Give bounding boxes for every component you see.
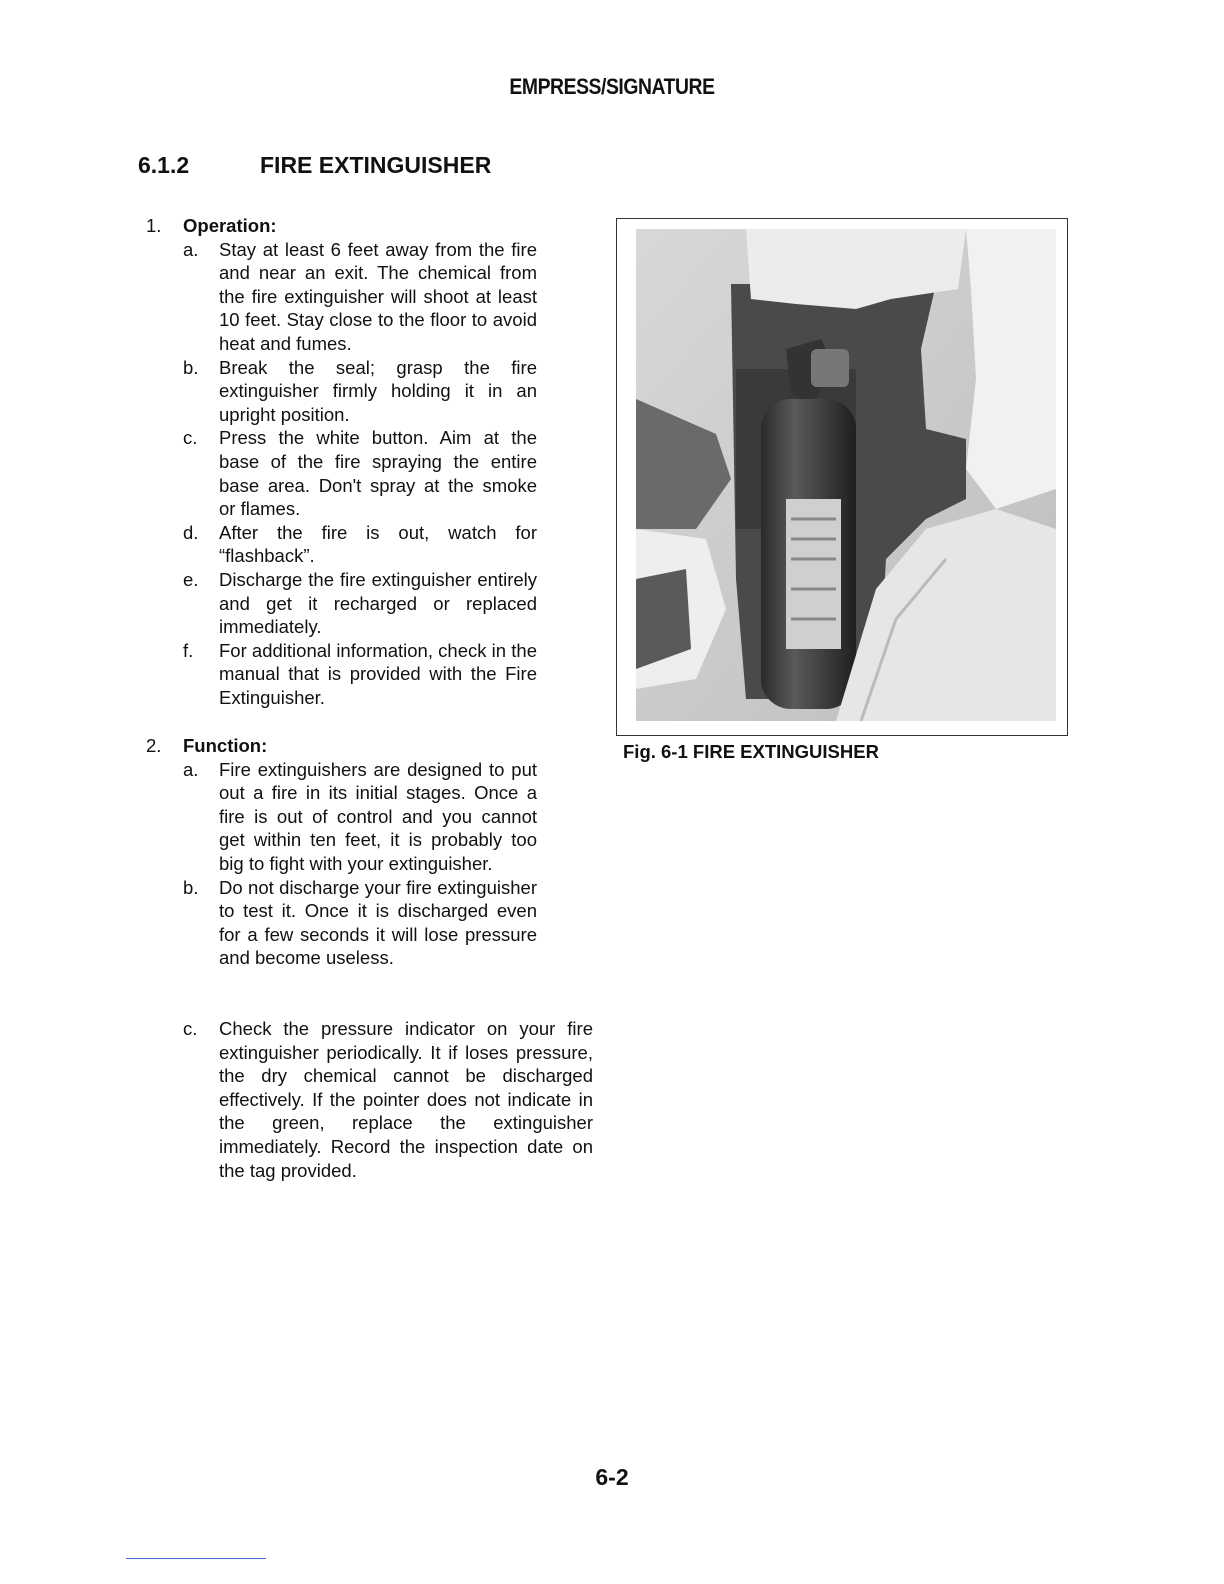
function-heading: 2. Function: <box>146 735 268 756</box>
list-item: a. Fire extinguishers are designed to put out a fire in its initial stages. Once a fire is out of control and you cannot get within ten feet, it is probably too big to fight with your extinguisher. <box>183 758 537 874</box>
list-item: a. Stay at least 6 feet away from the fire and near an exit. The chemical from the fire extinguisher will shoot at least 10 feet. Stay close to the floor to avoid heat and fumes. <box>183 238 537 354</box>
section-title <box>138 152 491 179</box>
list-item: b. Break the seal; grasp the fire extinguisher firmly holding it in an upright position. <box>183 356 537 425</box>
list-item: f. For additional information, check in the manual that is provided with the Fire Extinguisher. <box>183 639 537 708</box>
operation-list <box>146 214 546 709</box>
operation-heading: 1. Operation: <box>146 215 277 236</box>
function-list-continued <box>146 1017 606 1182</box>
section-heading: FIRE EXTINGUISHER <box>260 152 492 178</box>
list-item: e. Discharge the fire extinguisher entirely and get it recharged or replaced immediately. <box>183 568 537 638</box>
footer-rule <box>126 1558 266 1559</box>
list-item: d. After the fire is out, watch for “flashback”. <box>183 521 537 567</box>
page-number: 6-2 <box>595 1464 629 1490</box>
figure-caption: Fig. 6-1 FIRE EXTINGUISHER <box>623 741 879 762</box>
list-item: b. Do not discharge your fire extinguisher to test it. Once it is discharged even for a few seconds it will lose pressure and become useless. <box>183 876 537 969</box>
figure-frame <box>616 218 1068 736</box>
list-item: c. Press the white button. Aim at the base of the fire spraying the entire base area. Don't spray at the smoke or flames. <box>183 427 537 520</box>
section-number: 6.1.2 <box>138 152 190 178</box>
list-item: c. Check the pressure indicator on your fire extinguisher periodically. It if loses pressure, the dry chemical cannot be discharged effectively. If the pointer does not indicate in the green, replace the extinguisher immediately. Record the inspection date on the tag provided. <box>183 1018 593 1181</box>
function-list <box>146 734 546 970</box>
fire-extinguisher-photo <box>636 229 1056 721</box>
running-header: EMPRESS/SIGNATURE <box>509 74 715 99</box>
